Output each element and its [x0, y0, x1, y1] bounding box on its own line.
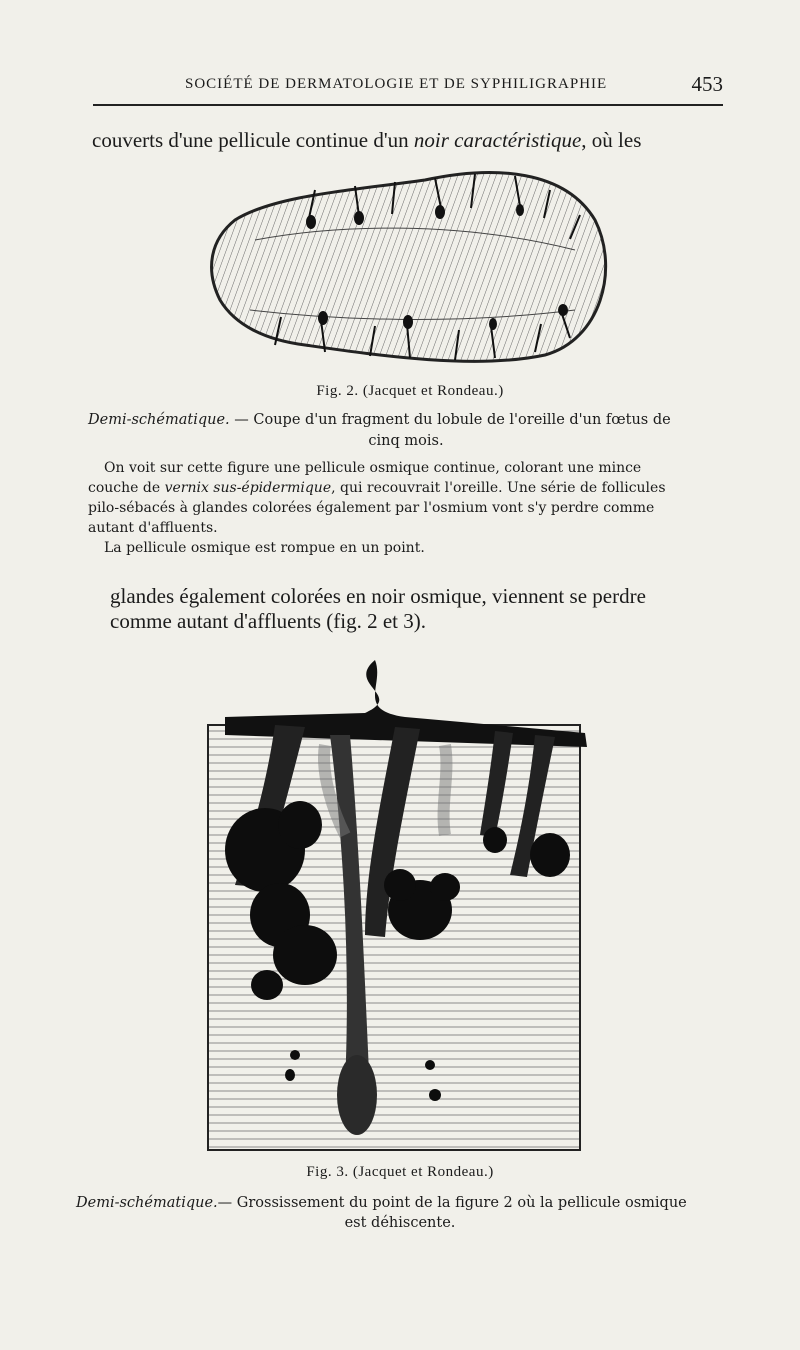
figure-3-caption-line2: est déhiscente. [344, 1215, 456, 1231]
figure-2-title: Fig. 2. (Jacquet et Rondeau.) [316, 383, 504, 399]
body-text-segment: , où les [581, 128, 642, 152]
figure-2-caption-line1: — Coupe d'un fragment du lobule de l'oreille d'un fœtus de [229, 412, 671, 428]
para-italic: vernix sus-épidermique [164, 480, 332, 496]
running-header [95, 72, 723, 96]
figure-2-para-line2 [88, 478, 724, 498]
figure-2-para-line4: autant d'affluents. [88, 520, 218, 536]
figure-2-para2: La pellicule osmique est rompue en un point. [104, 540, 425, 556]
figure-2-caption-lead: Demi-schématique. [88, 412, 230, 428]
body-text-top [92, 128, 724, 153]
body-text-segment: couverts d'une pellicule continue d'un [92, 128, 414, 152]
header-rule [93, 104, 723, 106]
figure-2-caption-line2: cinq mois. [368, 433, 444, 449]
body-text-italic: noir caractéristique [413, 128, 582, 152]
figure-2-illustration [195, 160, 615, 375]
figure-3-caption-lead: Demi-schématique. [76, 1195, 218, 1211]
para-segment: , qui recouvrait l'oreille. Une série de follicules [331, 480, 666, 496]
body-text-line2: comme autant d'affluents (fig. 2 et 3). [110, 609, 426, 633]
para-segment: couche de [88, 480, 165, 496]
running-title: SOCIÉTÉ DE DERMATOLOGIE ET DE SYPHILIGRAPHIE [185, 76, 608, 92]
figure-3-caption-line1: — Grossissement du point de la figure 2 où la pellicule osmique [217, 1195, 687, 1211]
figure-3-caption [76, 1193, 724, 1214]
figure-3-illustration [205, 655, 595, 1155]
figure-2-para-line3: pilo-sébacés à glandes colorées également par l'osmium vont s'y perdre comme [88, 500, 655, 516]
figure-2-caption [88, 410, 724, 431]
figure-2-para-line1: On voit sur cette figure une pellicule osmique continue, colorant une mince [104, 460, 642, 476]
page-number: 453 [691, 72, 723, 96]
body-text-line1: glandes également colorées en noir osmique, viennent se perdre [110, 584, 646, 608]
figure-2-paragraph [88, 458, 724, 558]
figure-3-title: Fig. 3. (Jacquet et Rondeau.) [306, 1164, 494, 1180]
